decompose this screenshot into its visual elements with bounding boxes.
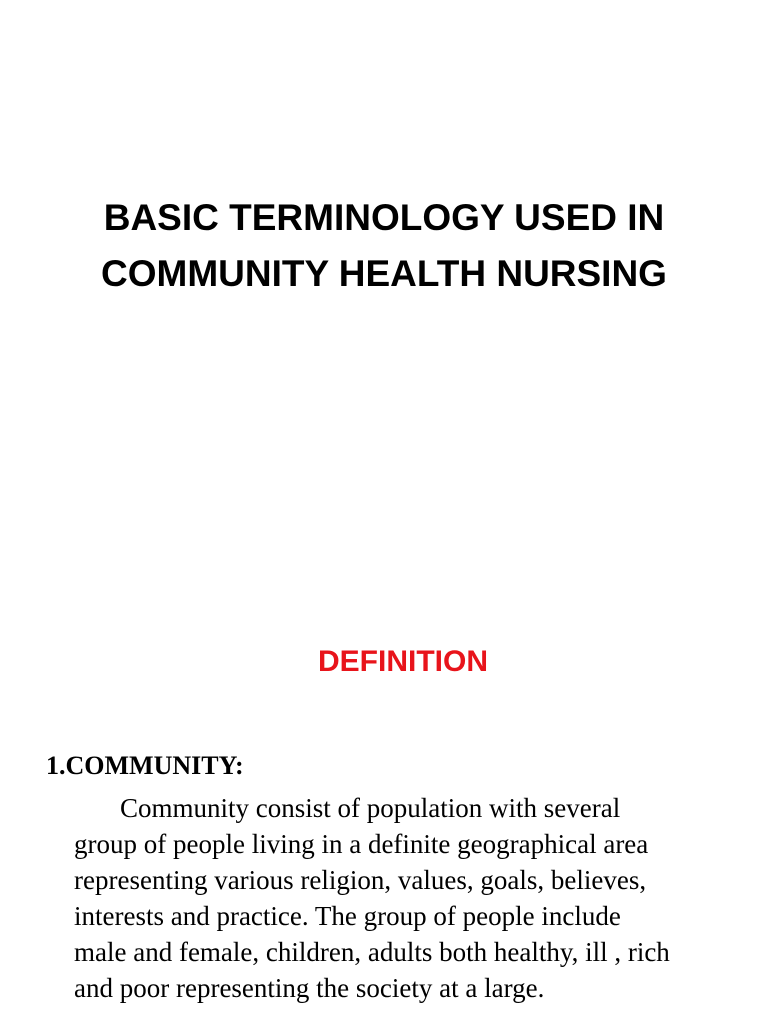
term-definition-text — [74, 790, 746, 1006]
definition-line-2: group of people living in a definite geographical area — [74, 829, 649, 859]
definition-line-1: Community consist of population with several — [120, 793, 621, 823]
definition-line-5: male and female, children, adults both healthy, ill , rich — [74, 937, 670, 967]
definition-heading: DEFINITION — [318, 645, 488, 678]
term-heading-community: 1.COMMUNITY: — [46, 751, 244, 780]
definition-line-6: and poor representing the society at a large. — [74, 973, 545, 1003]
definition-line-3: representing various religion, values, goals, believes, — [74, 865, 647, 895]
definition-line-4: interests and practice. The group of people include — [74, 901, 621, 931]
title-line-2: COMMUNITY HEALTH NURSING — [101, 253, 667, 294]
title-line-1: BASIC TERMINOLOGY USED IN — [103, 197, 665, 238]
slide-title — [0, 190, 768, 302]
